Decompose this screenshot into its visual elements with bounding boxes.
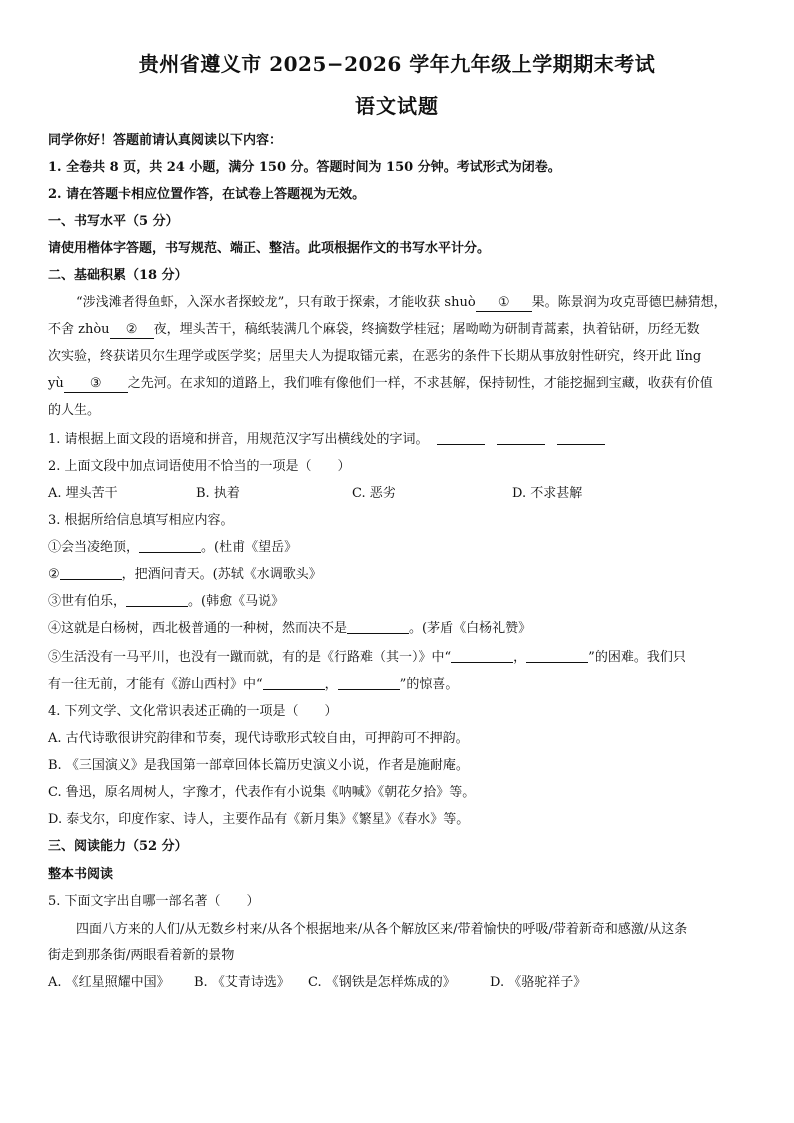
q3-item-2: ② ，把酒问青天。(苏轼《水调歌头》 xyxy=(48,567,322,582)
question-2: 2. 上面文段中加点词语使用不恰当的一项是（ ） xyxy=(48,459,351,474)
q5-option-a: A. 《红星照耀中国》 xyxy=(48,975,170,990)
q2-option-c: C. 恶劣 xyxy=(352,486,396,501)
answer-blank xyxy=(437,430,485,445)
section-1-heading: 一、书写水平（5 分） xyxy=(48,214,179,229)
answer-blank xyxy=(451,648,513,663)
exam-subtitle: 语文试题 xyxy=(355,94,439,118)
section-1-text: 请使用楷体字答题，书写规范、端正、整洁。此项根据作文的书写水平计分。 xyxy=(48,241,491,256)
q3-item-5: ⑤生活没有一马平川，也没有一蹴而就，有的是《行路难（其一）》中“ ， ”的困难。我们只 xyxy=(48,650,686,665)
q5-text-line-1: 四面八方来的人们/从无数乡村来/从各个根据地来/从各个解放区来/带着愉快的呼吸/带着新奇和感激/从这条 xyxy=(76,922,688,937)
answer-blank xyxy=(526,648,588,663)
answer-blank xyxy=(338,675,400,690)
answer-blank xyxy=(126,592,188,607)
blank-2: ② xyxy=(110,322,154,339)
question-1: 1. 请根据上面文段的语境和拼音，用规范汉字写出横线处的字词。 xyxy=(48,430,754,450)
q4-option-c: C. 鲁迅，原名周树人，字豫才，代表作有小说集《呐喊》《朝花夕拾》等。 xyxy=(48,785,476,800)
q4-option-a: A. 古代诗歌很讲究韵律和节奏，现代诗歌形式较自由，可押韵可不押韵。 xyxy=(48,731,469,746)
answer-blank xyxy=(263,675,325,690)
q2-option-b: B. 执着 xyxy=(196,486,240,501)
passage-line-2: 不舍 zhòu ② 夜，埋头苦干，稿纸装满几个麻袋，终摘数学桂冠；屠呦呦为研制青蒿素，执着钻研，历经无数 xyxy=(48,322,700,337)
q5-text-line-2: 街走到那条街/两眼看着新的景物 xyxy=(48,948,235,963)
exam-title: 贵州省遵义市 2025−2026 学年九年级上学期期末考试 xyxy=(138,52,656,76)
section-2-heading: 二、基础积累（18 分） xyxy=(48,268,188,283)
blank-1: ① xyxy=(476,295,532,312)
question-3: 3. 根据所给信息填写相应内容。 xyxy=(48,513,234,528)
q2-option-a: A. 埋头苦干 xyxy=(48,486,118,501)
q3-item-1: ①会当凌绝顶， 。(杜甫《望岳》 xyxy=(48,540,298,555)
q5-option-d: D. 《骆驼祥子》 xyxy=(490,975,587,990)
answer-blank xyxy=(557,430,605,445)
passage-line-1: “涉浅滩者得鱼虾，入深水者探蛟龙”，只有敢于探索，才能收获 shuò ① 果。陈景润为攻克哥德巴赫猜想， xyxy=(76,295,727,310)
passage-line-5: 的人生。 xyxy=(48,403,101,418)
answer-blank xyxy=(60,565,122,580)
section-3-subheading: 整本书阅读 xyxy=(48,867,114,882)
passage-line-3: 次实验，终获诺贝尔生理学或医学奖；居里夫人为提取镭元素，在恶劣的条件下长期从事放射性研究，终开此 lǐng xyxy=(48,349,702,364)
section-3-heading: 三、阅读能力（52 分） xyxy=(48,839,188,854)
question-4: 4. 下列文学、文化常识表述正确的一项是（ ） xyxy=(48,704,338,719)
passage-line-4: yù ③ 之先河。在求知的道路上，我们唯有像他们一样，不求甚解，保持韧性，才能挖掘到宝藏，收获有价值 xyxy=(48,376,713,391)
q3-item-4: ④这就是白杨树，西北极普通的一种树，然而决不是 。(茅盾《白杨礼赞》 xyxy=(48,621,532,636)
notice-item-1: 1. 全卷共 8 页，共 24 小题，满分 150 分。答题时间为 150 分钟。考试形式为闭卷。 xyxy=(48,160,561,175)
answer-blank xyxy=(497,430,545,445)
answer-blank xyxy=(347,619,409,634)
blank-3: ③ xyxy=(64,376,128,393)
q4-option-b: B. 《三国演义》是我国第一部章回体长篇历史演义小说，作者是施耐庵。 xyxy=(48,758,469,773)
q2-option-d: D. 不求甚解 xyxy=(512,486,583,501)
answer-blank xyxy=(139,538,201,553)
q3-item-3: ③世有伯乐， 。(韩愈《马说》 xyxy=(48,594,285,609)
q4-option-d: D. 泰戈尔，印度作家、诗人，主要作品有《新月集》《繁星》《春水》等。 xyxy=(48,812,470,827)
q5-option-c: C. 《钢铁是怎样炼成的》 xyxy=(308,975,456,990)
q3-item-6: 有一往无前，才能有《游山西村》中“ ， ”的惊喜。 xyxy=(48,677,459,692)
notice-greeting: 同学你好！答题前请认真阅读以下内容： xyxy=(48,133,283,148)
notice-item-2: 2. 请在答题卡相应位置作答，在试卷上答题视为无效。 xyxy=(48,187,366,202)
question-5: 5. 下面文字出自哪一部名著（ ） xyxy=(48,894,260,909)
q5-option-b: B. 《艾青诗选》 xyxy=(194,975,290,990)
